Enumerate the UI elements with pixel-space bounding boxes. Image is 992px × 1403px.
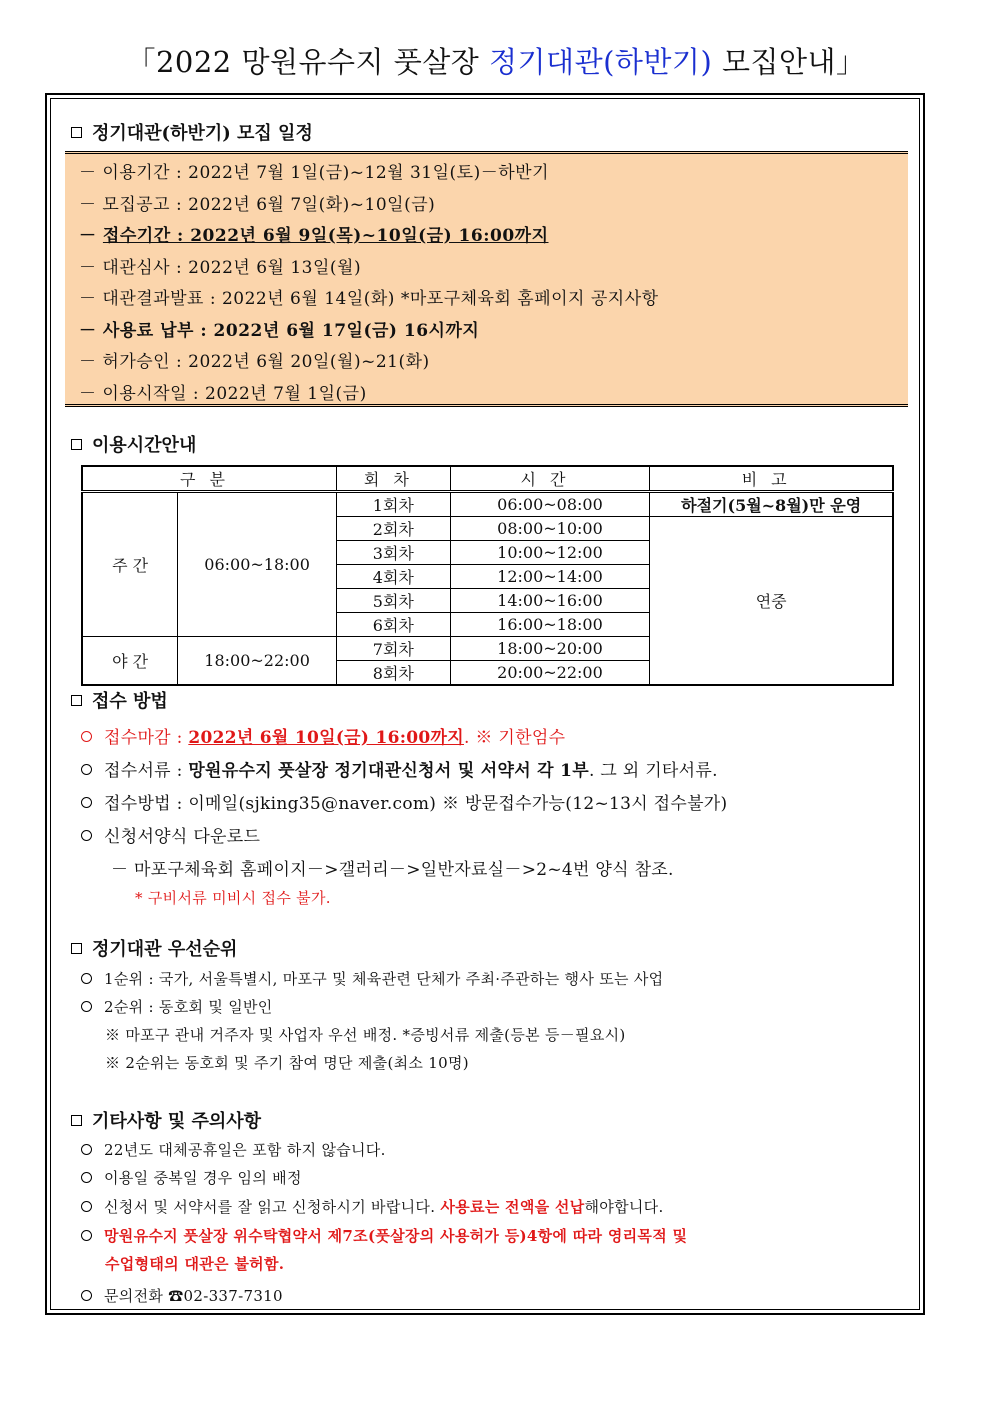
priority-2: 2순위 : 동호회 및 일반인: [81, 996, 273, 1017]
schedule-heading: 정기대관(하반기) 모집 일정: [71, 119, 313, 145]
schedule-row: － 모집공고 : 2022년 6월 7일(화)~10일(금): [79, 195, 436, 215]
day-range: 06:00~18:00: [178, 492, 337, 637]
hours-heading: 이용시간안내: [71, 431, 196, 457]
checkbox-square-icon: [71, 1115, 82, 1126]
circle-bullet-icon: [81, 1001, 92, 1012]
time-cell: 14:00~16:00: [450, 589, 650, 613]
deadline-value: 2022년 6월 10일(금) 16:00까지: [188, 728, 464, 748]
circle-bullet-icon: [81, 1201, 92, 1212]
schedule-row: － 이용기간 : 2022년 7월 1일(금)~12월 31일(토)－하반기: [79, 163, 549, 183]
col-header-category: 구분: [82, 466, 336, 492]
circle-bullet-icon: [81, 1172, 92, 1183]
round-cell: 6회차: [336, 613, 450, 637]
table-row: [82, 492, 893, 517]
note-2: 이용일 중복일 경우 임의 배정: [81, 1167, 302, 1188]
download-line: 신청서양식 다운로드: [81, 822, 260, 847]
method-heading: 접수 방법: [71, 687, 168, 713]
note-4: 망원유수지 풋살장 위수탁협약서 제7조(풋살장의 사용허가 등)4항에 따라 영리목적 및: [81, 1225, 687, 1246]
col-header-round: 회차: [336, 466, 450, 492]
circle-bullet-icon: [81, 973, 92, 984]
circle-bullet-icon: [81, 764, 92, 775]
schedule-row-application: － 접수기간 : 2022년 6월 9일(목)~10일(금) 16:00까지: [79, 226, 549, 246]
round-cell: 3회차: [336, 541, 450, 565]
circle-bullet-icon: [81, 731, 92, 742]
circle-bullet-icon: [81, 830, 92, 841]
round-cell: 4회차: [336, 565, 450, 589]
round-cell: 7회차: [336, 637, 450, 661]
checkbox-square-icon: [71, 943, 82, 954]
col-header-note: 비고: [650, 466, 893, 492]
note-summer: 하절기(5월~8월)만 운영: [650, 492, 893, 517]
circle-bullet-icon: [81, 1230, 92, 1241]
time-cell: 18:00~20:00: [450, 637, 650, 661]
schedule-row: － 대관심사 : 2022년 6월 13일(월): [79, 258, 362, 278]
time-cell: 20:00~22:00: [450, 661, 650, 686]
time-cell: 12:00~14:00: [450, 565, 650, 589]
checkbox-square-icon: [71, 439, 82, 450]
priority-1: 1순위 : 국가, 서울특별시, 마포구 및 체육관련 단체가 주최·주관하는 행사 또는 사업: [81, 968, 663, 989]
missing-docs-warning: * 구비서류 미비시 접수 불가.: [135, 889, 331, 907]
circle-bullet-icon: [81, 797, 92, 808]
documents-line: 접수서류 : 망원유수지 풋살장 정기대관신청서 및 서약서 각 1부. 그 외 기타서류.: [81, 756, 718, 781]
method-line: 접수방법 : 이메일(sjking35@naver.com) ※ 방문접수가능(12~13시 접수불가): [81, 789, 727, 814]
round-cell: 2회차: [336, 517, 450, 541]
priority-heading: 정기대관 우선순위: [71, 935, 237, 961]
note-3: 신청서 및 서약서를 잘 읽고 신청하시기 바랍니다. 사용료는 전액을 선납해야합니다.: [81, 1196, 664, 1217]
page-title: [0, 40, 992, 81]
circle-bullet-icon: [81, 1290, 92, 1301]
note-1: 22년도 대체공휴일은 포함 하지 않습니다.: [81, 1139, 386, 1160]
time-cell: 10:00~12:00: [450, 541, 650, 565]
note-year-round: 연중: [650, 517, 893, 686]
download-path: － 마포구체육회 홈페이지－>갤러리－>일반자료실－>2~4번 양식 참조.: [111, 860, 674, 880]
schedule-row: － 이용시작일 : 2022년 7월 1일(금): [79, 384, 367, 404]
round-cell: 5회차: [336, 589, 450, 613]
note-4-cont: 수업형태의 대관은 불허함.: [105, 1255, 285, 1273]
schedule-box: [65, 151, 908, 407]
night-range: 18:00~22:00: [178, 637, 337, 686]
schedule-row-payment: － 사용료 납부 : 2022년 6월 17일(금) 16시까지: [79, 321, 480, 341]
night-label: 야 간: [82, 637, 178, 686]
round-cell: 8회차: [336, 661, 450, 686]
title-part3: 모집안내」: [712, 45, 866, 79]
schedule-row: － 허가승인 : 2022년 6월 20일(월)~21(화): [79, 352, 430, 372]
time-cell: 06:00~08:00: [450, 492, 650, 517]
checkbox-square-icon: [71, 695, 82, 706]
schedule-row: － 대관결과발표 : 2022년 6월 14일(화) *마포구체육회 홈페이지 공지사항: [79, 289, 659, 309]
priority-note-1: ※ 마포구 관내 거주자 및 사업자 우선 배정. *증빙서류 제출(등본 등－필요시): [105, 1026, 626, 1044]
priority-note-2: ※ 2순위는 동호회 및 주기 참여 명단 제출(최소 10명): [105, 1054, 469, 1072]
time-cell: 08:00~10:00: [450, 517, 650, 541]
title-highlight: 정기대관(하반기): [489, 45, 713, 79]
col-header-time: 시간: [450, 466, 650, 492]
time-cell: 16:00~18:00: [450, 613, 650, 637]
deadline-line: 접수마감 : 2022년 6월 10일(금) 16:00까지. ※ 기한엄수: [81, 723, 565, 748]
hours-table: [81, 465, 894, 686]
day-label: 주 간: [82, 492, 178, 637]
circle-bullet-icon: [81, 1144, 92, 1155]
checkbox-square-icon: [71, 127, 82, 138]
contact-line: 문의전화 ☎02-337-7310: [81, 1285, 283, 1306]
round-cell: 1회차: [336, 492, 450, 517]
notes-heading: 기타사항 및 주의사항: [71, 1107, 261, 1133]
title-part1: 「2022 망원유수지 풋살장: [126, 45, 490, 79]
notice-frame: [45, 93, 925, 1315]
